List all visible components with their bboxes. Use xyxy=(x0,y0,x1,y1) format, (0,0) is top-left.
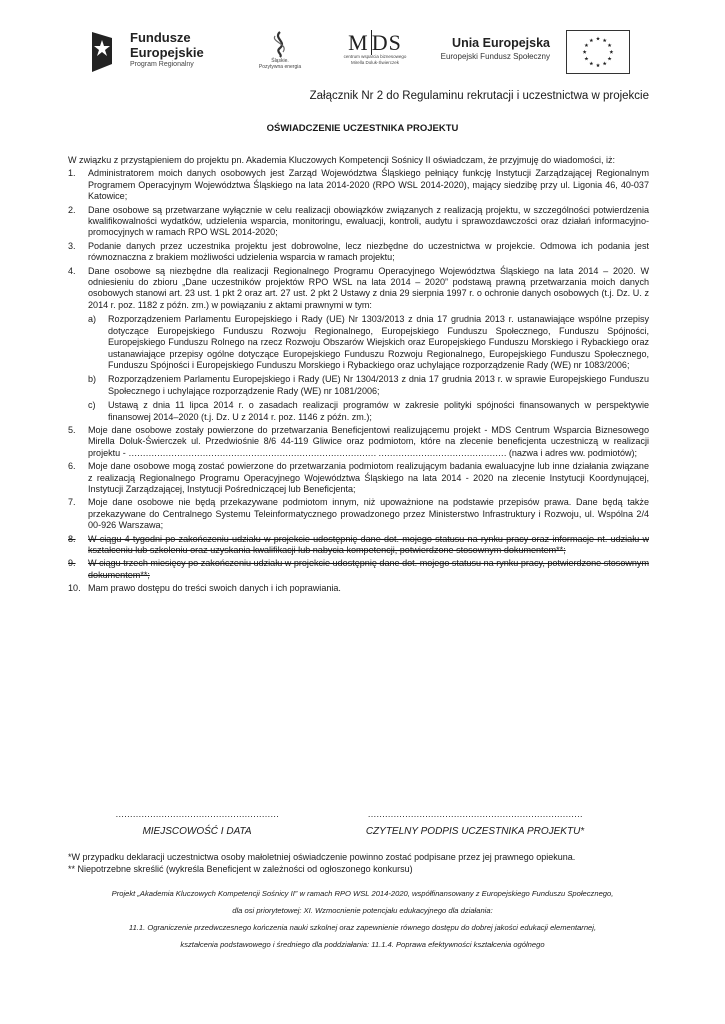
intro-paragraph: W związku z przystąpieniem do projektu pn. Akademia Kluczowych Kompetencji Sośnicy II oświadczam, że przyjmuję do wiadomości, iż: xyxy=(68,155,616,165)
point-4 xyxy=(68,266,649,423)
point-5 xyxy=(68,425,649,459)
point-text: Moje dane osobowe zostały powierzone do przetwarzania Beneficjentowi realizującemu projekt - MDS Centrum Wsparcia Biznesowego Mirella Doluk-Świerczek ul. Przedwiośnie 8/6 44-119 Gliwice oraz podmiotom, które na zlecenie beneficjenta uczestniczą w realizacji projektu - xyxy=(88,424,649,458)
point-2 xyxy=(68,205,649,239)
point-number: 4. xyxy=(68,265,76,276)
point-text-after: ; xyxy=(563,545,566,555)
fill-in-dots: …………………………………………………………………………… ……………………………………… xyxy=(128,447,507,458)
point-number: 8. xyxy=(68,533,76,544)
point-text: Podanie danych przez uczestnika projektu jest dobrowolne, lecz niezbędne do uczestnictwa w projekcie. Odmowa ich podania jest równoznaczna z brakiem możliwości udzielenia wsparcia w ramach projektu; xyxy=(88,240,649,263)
point-text-after: (nazwa i adres ww. podmiotów); xyxy=(506,447,638,458)
project-footer xyxy=(40,885,685,953)
mds-mark-icon: M DS xyxy=(348,30,402,55)
point-body xyxy=(88,425,649,459)
annex-header: Załącznik Nr 2 do Regulaminu rekrutacji i uczestnictwa w projekcie xyxy=(309,90,649,102)
signature-label: CZYTELNY PODPIS UCZESTNIKA PROJEKTU* xyxy=(365,826,585,837)
point-text-struck: W ciągu 4 tygodni po zakończeniu udziału w projekcie udostępnię dane dot. mojego statusu na rynku pracy oraz informacje nt. udziału w kształceniu lub szkoleniu oraz uzyskania kwalifikacji lub nabycia kompetencji, potwierdzone stosownym dokumentem** xyxy=(88,533,649,555)
point-number: 2. xyxy=(68,204,76,215)
fundusze-logo-line2: Europejskie xyxy=(130,45,204,60)
point-text: Dane osobowe są przetwarzane wyłącznie w celu realizacji obowiązków związanych z realizacją projektu, w szczególności potwierdzenia kwalifikowalności wydatków, udzielenia wsparcia, monitoringu, ewaluacji, kontroli, audytu i sprawozdawczości oraz działań informacyjno-promocyjnych w ramach RPO WSL 2014-2020; xyxy=(88,204,649,238)
point-9 xyxy=(68,558,649,581)
mds-logo xyxy=(338,32,412,76)
fundusze-logo-line3: Program Regionalny xyxy=(130,61,194,68)
point-1 xyxy=(68,168,649,202)
subpoint-number: c) xyxy=(88,400,96,411)
point-text: Administratorem moich danych osobowych jest Zarząd Województwa Śląskiego pełniący funkcję Instytucji Zarządzającej Regionalnym Programem Operacyjnym Województwa Śląskiego na lata 2014-2020 (RPO WSL 2014-2020), mający siedzibę przy ul. Ligonia 46, 40-037 Katowice; xyxy=(88,168,649,202)
fundusze-logo-line1: Fundusze xyxy=(130,30,191,45)
signature-field[interactable] xyxy=(350,808,600,838)
ue-line1: Unia Europejska xyxy=(452,36,550,50)
logo-bar xyxy=(86,22,656,82)
point-body xyxy=(88,534,649,557)
subpoint-text: Rozporządzeniem Parlamentu Europejskiego i Rady (UE) Nr 1304/2013 z dnia 17 grudnia 2013 r. w sprawie Europejskiego Funduszu Społecznego i uchylające rozporządzenie Rady (WE) nr 1081/2006; xyxy=(108,374,649,396)
slaskie-logo-line2: Pozytywna energia xyxy=(258,64,302,70)
point-number: 7. xyxy=(68,497,76,508)
point-number: 6. xyxy=(68,461,76,472)
point-text-struck: W ciągu trzech miesięcy po zakończeniu udziału w projekcie udostępnię dane dot. mojego statusu na rynku pracy, potwierdzone stosownym dokumentem xyxy=(88,558,649,580)
subpoint-number: a) xyxy=(88,314,97,325)
footnote-2: ** Niepotrzebne skreślić (wykreśla Beneficjent w zależności od ogłoszonego konkursu) xyxy=(68,863,413,874)
point-8 xyxy=(68,534,649,557)
unia-europejska-text xyxy=(430,36,550,62)
point-10 xyxy=(68,583,649,594)
point-text: Moje dane osobowe nie będą przekazywane podmiotom innym, niż upoważnione na podstawie przepisów prawa. Dane będą także przekazywane do Centralnego Systemu Teleinformatycznego prowadzonego przez Ministerstwo Infrastruktury i Rozwoju, ul. Wspólna 2/4 00-926 Warszawa; xyxy=(88,497,649,531)
subpoint-number: b) xyxy=(88,374,97,385)
slaskie-swirl-icon xyxy=(269,30,291,58)
mds-logo-line2: Mirella Doluk-Świerczek xyxy=(350,60,399,65)
point-body xyxy=(88,558,649,581)
point-body xyxy=(88,266,649,423)
subpoint-text: Rozporządzeniem Parlamentu Europejskiego i Rady (UE) Nr 1303/2013 z dnia 17 grudnia 2013 r. ustanawiające wspólne przepisy dotyczące Europejskiego Funduszu Rozwoju Regionalnego, Europejskiego Funduszu Społecznego, Funduszu Spójności, Europejskiego Funduszu Rolnego na rzecz Rozwoju Obszarów Wiejskich oraz Europejskiego Funduszu Morskiego i Rybackiego oraz ustanawiające przepisy ogólne dotyczące Europejskiego Funduszu Rozwoju Regionalnego, Europejskiego Funduszu Społecznego, Funduszu Spójności i Europejskiego Funduszu Morskiego i Rybackiego oraz uchylające rozporządzenie Rady (WE) nr 1083/2006; xyxy=(108,314,649,370)
point-text-after: **; xyxy=(140,569,150,580)
footnotes xyxy=(68,852,658,875)
point-7 xyxy=(68,497,649,531)
point-text: Moje dane osobowe mogą zostać powierzone do przetwarzania podmiotom realizującym badania ewaluacyjne lub inne działania związane z realizacją Regionalnego Programu Operacyjnego Województwa Śląskiego na lata 2014 - 2020 na zlecenie Instytucji Koordynującej, Instytucji Zarządzającej, Instytucji Pośredniczącej lub Beneficjenta; xyxy=(88,461,649,494)
project-line-2: dla osi priorytetowej: XI. Wzmocnienie potencjału edukacyjnego dla działania: xyxy=(232,906,493,915)
point-6 xyxy=(68,461,649,495)
place-date-field[interactable] xyxy=(112,808,282,838)
project-line-1: Projekt „Akademia Kluczowych Kompetencji Sośnicy II” w ramach RPO WSL 2014-2020, współfinansowany z Europejskiego Funduszu Społecznego, xyxy=(111,889,614,898)
project-line-3: 11.1. Ograniczenie przedwczesnego kończenia nauki szkolnej oraz zapewnienie równego dostępu do dobrej jakości edukacji elementarnej, xyxy=(128,923,597,932)
point-number: 9. xyxy=(68,558,76,569)
ue-line2: Europejski Fundusz Społeczny xyxy=(440,52,550,61)
slaskie-logo xyxy=(258,30,302,78)
eu-flag-icon xyxy=(566,30,630,74)
document-title: OŚWIADCZENIE UCZESTNIKA PROJEKTU xyxy=(266,123,459,134)
point-text: Mam prawo dostępu do treści swoich danych i ich poprawiania. xyxy=(88,583,341,594)
subpoint-a xyxy=(88,314,649,371)
footnote-1: *W przypadku deklaracji uczestnictwa osoby małoletniej oświadczenie powinno zostać podpisane przez jej prawnego opiekuna. xyxy=(68,852,576,862)
project-line-4: kształcenia podstawowego i średniego dla poddziałania: 11.1.4. Poprawa efektywności kształcenia ogólnego xyxy=(180,940,545,949)
subpoint-c xyxy=(88,400,649,423)
point-3 xyxy=(68,241,649,264)
signature-dots: ………………………………………………………………… xyxy=(367,809,583,819)
place-date-dots: ………………………………………………… xyxy=(115,809,279,819)
fundusze-europejskie-logo xyxy=(86,28,216,76)
subpoint-text: Ustawą z dnia 11 lipca 2014 r. o zasadach realizacji programów w zakresie polityki spójności finansowanych w perspektywie finansowej 2014–2020 (t.j. Dz. U z 2014 r. poz. 1146 z późn. zm.); xyxy=(108,400,649,422)
document-body xyxy=(68,155,649,595)
point-number: 10. xyxy=(68,583,81,594)
point-number: 1. xyxy=(68,168,76,179)
place-date-label: MIEJSCOWOŚĆ I DATA xyxy=(142,826,252,837)
fundusze-star-icon xyxy=(90,28,116,76)
subpoint-b xyxy=(88,374,649,397)
point-text: Dane osobowe są niezbędne dla realizacji Regionalnego Programu Operacyjnego Województwa Śląskiego na lata 2014 – 2020. W odniesieniu do zbioru „Dane uczestników projektów RPO WSL na lata 2014 – 2020” podstawą prawną przetwarzania moich danych osobowych stanowi art. 23 ust. 1 pkt 2 oraz art. 27 ust. 2 pkt 2 Ustawy z dnia 29 sierpnia 1997 r. o ochronie danych osobowych (t.j. Dz. U. z 2014 r. poz. 1182 z późn. zm.) w powiązaniu z aktami prawnymi w tym: xyxy=(88,265,649,310)
point-number: 3. xyxy=(68,240,76,251)
point-number: 5. xyxy=(68,424,76,435)
mds-logo-line1: centrum wsparcia biznesowego xyxy=(343,54,407,59)
slaskie-logo-line1: Śląskie. xyxy=(271,58,289,64)
